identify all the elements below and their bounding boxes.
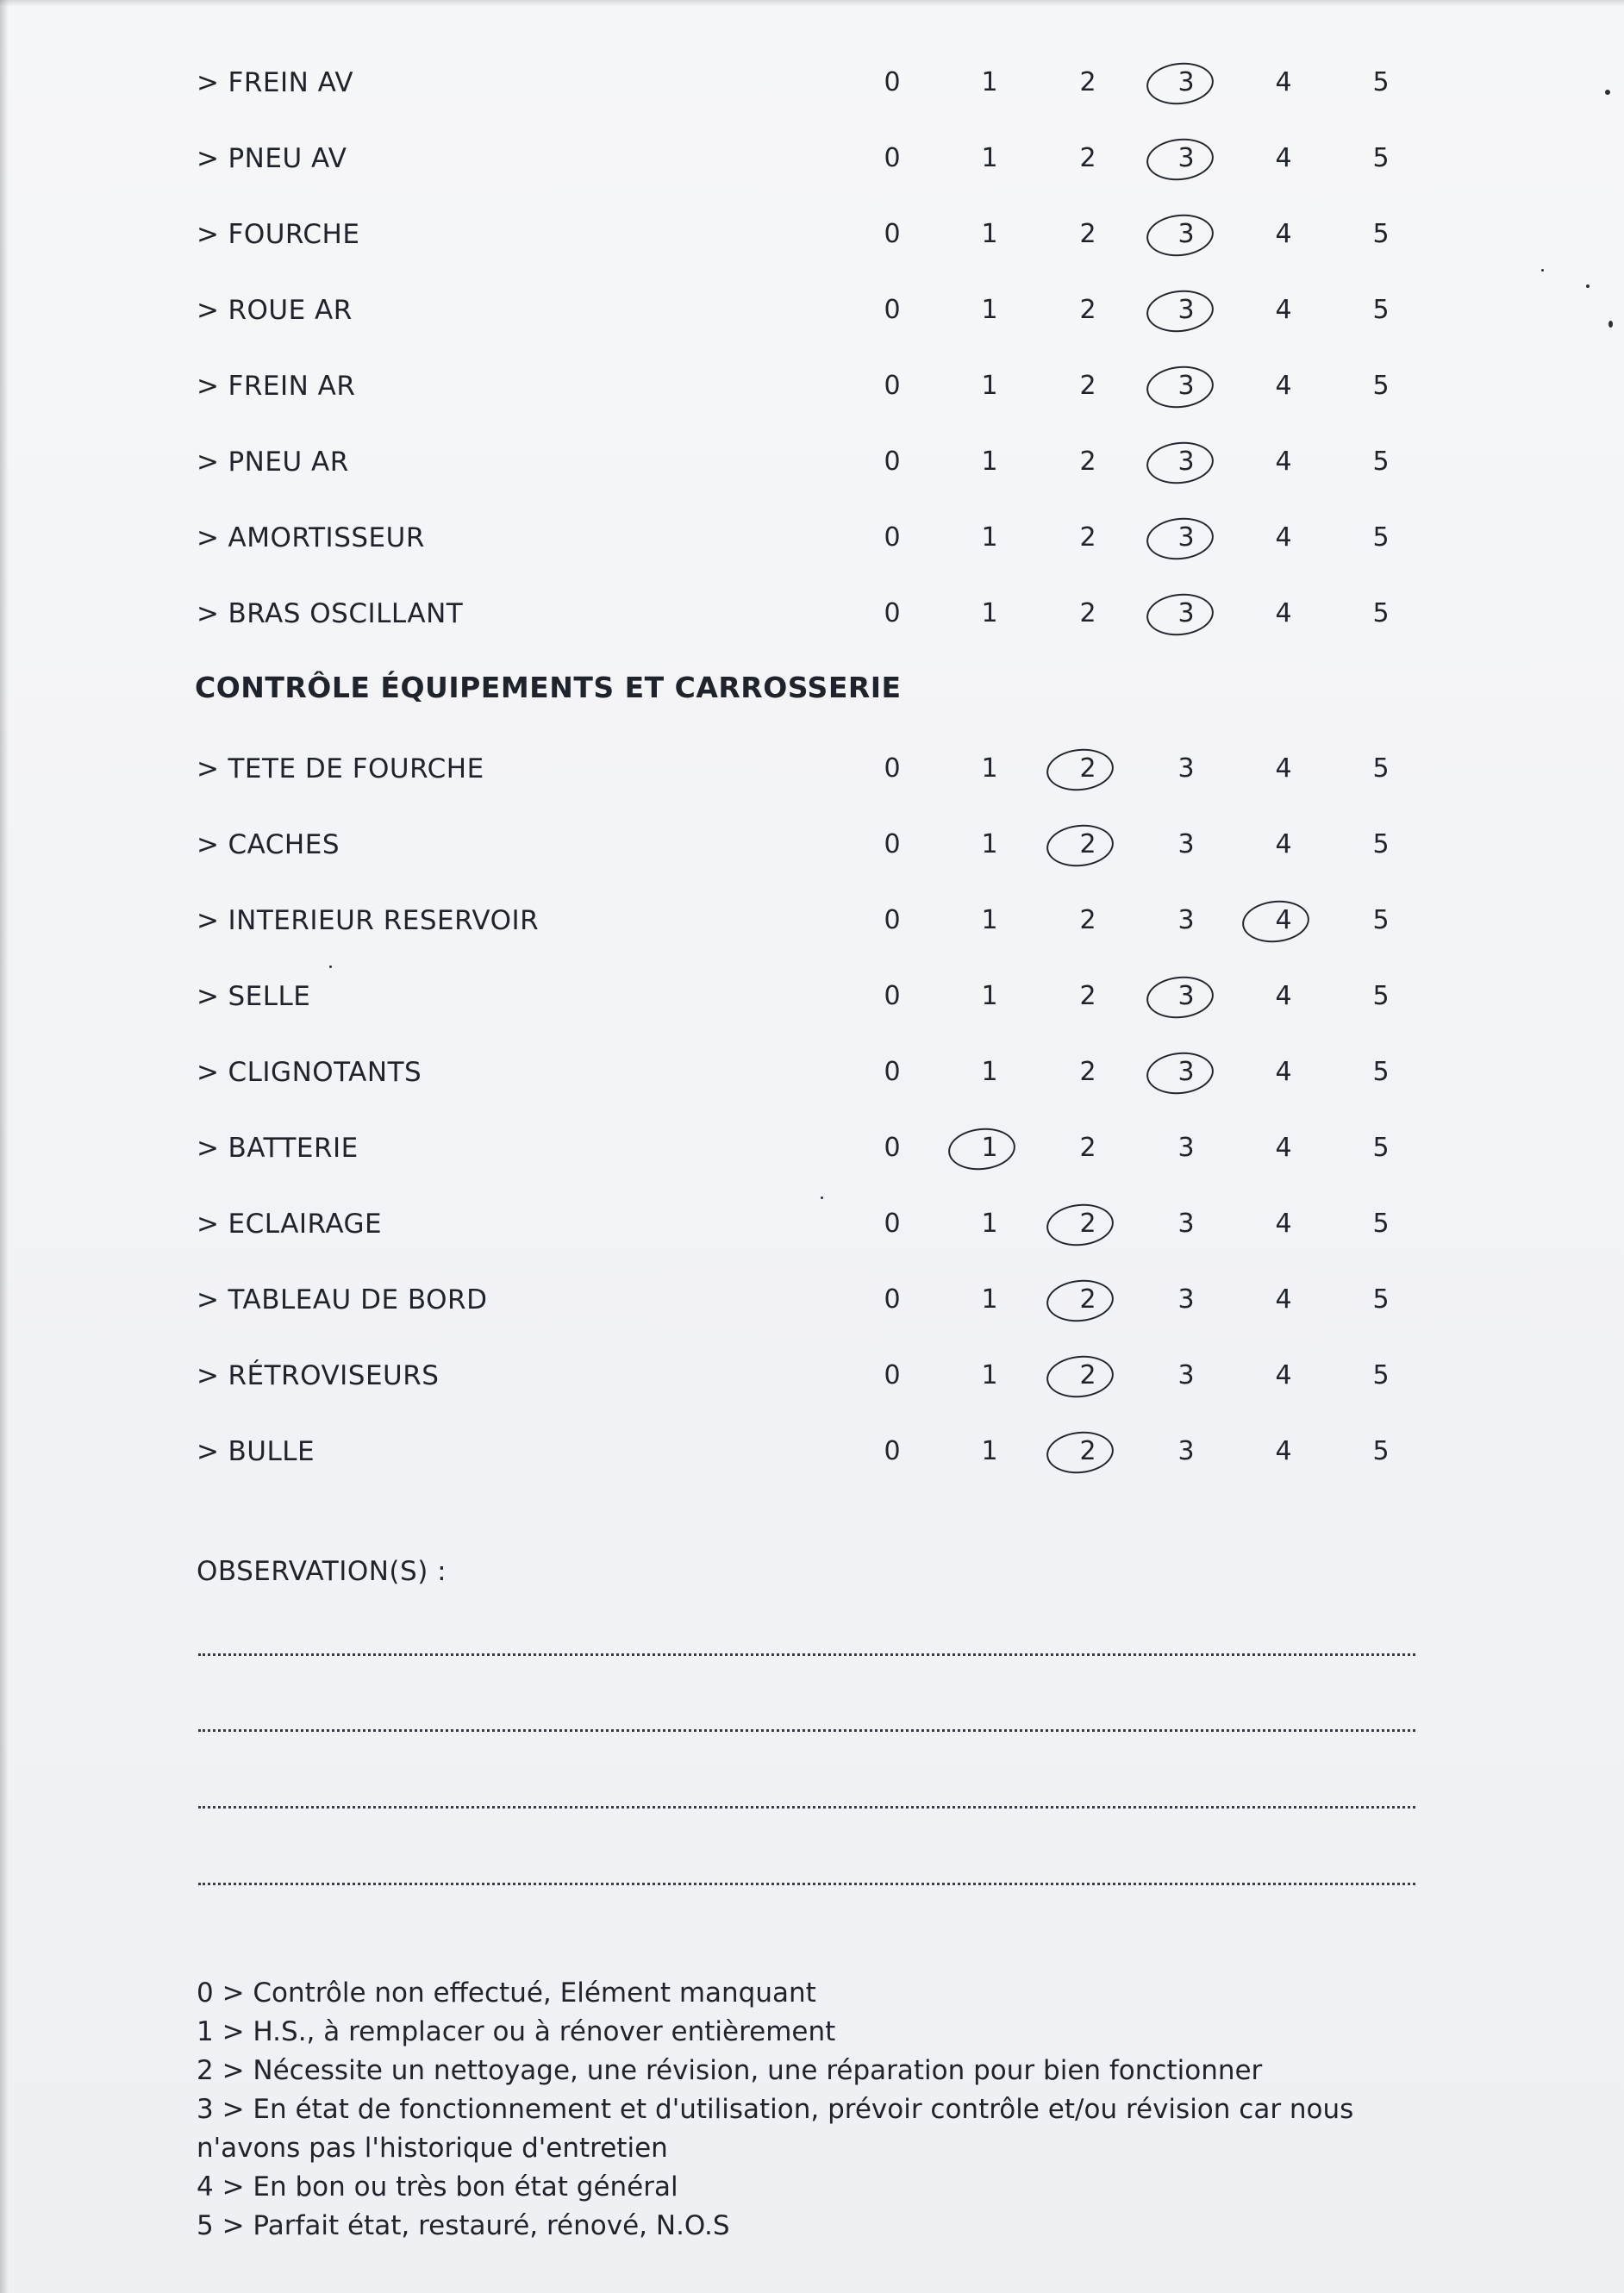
score-5[interactable]: 5 (1372, 1360, 1390, 1390)
score-3[interactable]: 3 (1177, 598, 1195, 628)
paper-speck (1608, 321, 1613, 328)
score-1[interactable]: 1 (981, 981, 998, 1011)
score-3[interactable]: 3 (1177, 1284, 1195, 1315)
score-1[interactable]: 1 (981, 1360, 998, 1390)
rating-row-bras-oscillant (0, 588, 1624, 640)
score-4[interactable]: 4 (1275, 753, 1292, 784)
score-2[interactable]: 2 (1079, 1057, 1096, 1087)
observation-line-3[interactable] (198, 1806, 1415, 1809)
row-label: > TABLEAU DE BORD (197, 1284, 488, 1315)
score-0[interactable]: 0 (884, 905, 901, 935)
score-3[interactable]: 3 (1177, 295, 1195, 325)
paper-speck (821, 1196, 823, 1199)
score-3[interactable]: 3 (1177, 219, 1195, 249)
score-0[interactable]: 0 (884, 1133, 901, 1163)
legend-item: n'avons pas l'historique d'entretien (197, 2133, 668, 2164)
score-5[interactable]: 5 (1372, 295, 1390, 325)
score-2[interactable]: 2 (1079, 829, 1096, 859)
score-3[interactable]: 3 (1177, 753, 1195, 784)
score-2[interactable]: 2 (1079, 1436, 1096, 1466)
score-1[interactable]: 1 (981, 598, 998, 628)
score-0[interactable]: 0 (884, 447, 901, 477)
score-2[interactable]: 2 (1079, 981, 1096, 1011)
row-label: > ECLAIRAGE (197, 1209, 383, 1240)
rating-row-fourche (0, 209, 1624, 260)
legend-item: 4 > En bon ou très bon état général (197, 2171, 678, 2202)
paper-speck (1541, 269, 1544, 272)
score-5[interactable]: 5 (1372, 1209, 1390, 1239)
score-0[interactable]: 0 (884, 522, 901, 553)
observation-line-1[interactable] (198, 1653, 1415, 1656)
score-0[interactable]: 0 (884, 295, 901, 325)
score-4[interactable]: 4 (1275, 905, 1292, 935)
score-0[interactable]: 0 (884, 981, 901, 1011)
score-5[interactable]: 5 (1372, 1436, 1390, 1466)
score-0[interactable]: 0 (884, 219, 901, 249)
legend-item: 1 > H.S., à remplacer ou à rénover entièrement (197, 2016, 836, 2047)
score-4[interactable]: 4 (1275, 1133, 1292, 1163)
row-label: > RÉTROVISEURS (197, 1360, 440, 1391)
row-label: > CLIGNOTANTS (197, 1057, 422, 1088)
score-4[interactable]: 4 (1275, 829, 1292, 859)
rating-row-eclairage (0, 1198, 1624, 1250)
row-label: > ROUE AR (197, 295, 353, 326)
row-label: > BULLE (197, 1436, 315, 1467)
score-3[interactable]: 3 (1177, 143, 1195, 173)
paper-speck (1586, 284, 1590, 288)
score-1[interactable]: 1 (981, 753, 998, 784)
score-4[interactable]: 4 (1275, 1360, 1292, 1390)
row-label: > PNEU AR (197, 447, 349, 478)
legend-item: 3 > En état de fonctionnement et d'utilisation, prévoir contrôle et/ou révision car nous (197, 2094, 1354, 2125)
rating-row-roue-ar (0, 284, 1624, 336)
score-0[interactable]: 0 (884, 753, 901, 784)
score-0[interactable]: 0 (884, 829, 901, 859)
paper-speck (1605, 90, 1610, 95)
paper-speck (329, 965, 332, 968)
row-label: > SELLE (197, 981, 311, 1012)
score-2[interactable]: 2 (1079, 295, 1096, 325)
score-0[interactable]: 0 (884, 143, 901, 173)
score-3[interactable]: 3 (1177, 829, 1195, 859)
score-5[interactable]: 5 (1372, 753, 1390, 784)
score-0[interactable]: 0 (884, 1209, 901, 1239)
score-5[interactable]: 5 (1372, 598, 1390, 628)
score-4[interactable]: 4 (1275, 981, 1292, 1011)
row-label: > FOURCHE (197, 219, 360, 250)
score-0[interactable]: 0 (884, 1057, 901, 1087)
score-1[interactable]: 1 (981, 905, 998, 935)
score-4[interactable]: 4 (1275, 67, 1292, 97)
score-4[interactable]: 4 (1275, 447, 1292, 477)
score-3[interactable]: 3 (1177, 1133, 1195, 1163)
rating-row-pneu-av (0, 133, 1624, 184)
score-3[interactable]: 3 (1177, 905, 1195, 935)
rating-row-clignotants (0, 1047, 1624, 1098)
score-1[interactable]: 1 (981, 1057, 998, 1087)
legend-item: 5 > Parfait état, restauré, rénové, N.O.S (197, 2210, 730, 2241)
score-1[interactable]: 1 (981, 1209, 998, 1239)
row-label: > FREIN AR (197, 371, 356, 402)
score-3[interactable]: 3 (1177, 1436, 1195, 1466)
score-2[interactable]: 2 (1079, 447, 1096, 477)
score-5[interactable]: 5 (1372, 522, 1390, 553)
observations-label: OBSERVATION(S) : (197, 1556, 447, 1587)
score-4[interactable]: 4 (1275, 1209, 1292, 1239)
score-1[interactable]: 1 (981, 522, 998, 553)
score-0[interactable]: 0 (884, 67, 901, 97)
rating-row-frein-ar (0, 360, 1624, 412)
score-2[interactable]: 2 (1079, 67, 1096, 97)
score-5[interactable]: 5 (1372, 829, 1390, 859)
score-5[interactable]: 5 (1372, 67, 1390, 97)
rating-row-bulle (0, 1426, 1624, 1478)
section-title: CONTRÔLE ÉQUIPEMENTS ET CARROSSERIE (195, 671, 902, 704)
score-2[interactable]: 2 (1079, 522, 1096, 553)
score-4[interactable]: 4 (1275, 295, 1292, 325)
score-3[interactable]: 3 (1177, 1057, 1195, 1087)
rating-row-caches (0, 819, 1624, 871)
score-3[interactable]: 3 (1177, 67, 1195, 97)
score-2[interactable]: 2 (1079, 905, 1096, 935)
rating-row-retroviseurs (0, 1350, 1624, 1402)
score-3[interactable]: 3 (1177, 447, 1195, 477)
score-4[interactable]: 4 (1275, 598, 1292, 628)
score-4[interactable]: 4 (1275, 1436, 1292, 1466)
score-2[interactable]: 2 (1079, 1133, 1096, 1163)
score-2[interactable]: 2 (1079, 143, 1096, 173)
rating-row-frein-av (0, 57, 1624, 109)
rating-row-batterie (0, 1122, 1624, 1174)
row-label: > INTERIEUR RESERVOIR (197, 905, 540, 936)
score-1[interactable]: 1 (981, 1436, 998, 1466)
row-label: > TETE DE FOURCHE (197, 753, 484, 784)
score-1[interactable]: 1 (981, 447, 998, 477)
legend-item: 0 > Contrôle non effectué, Elément manquant (197, 1977, 816, 2009)
score-1[interactable]: 1 (981, 67, 998, 97)
rating-row-pneu-ar (0, 436, 1624, 488)
score-3[interactable]: 3 (1177, 522, 1195, 553)
score-4[interactable]: 4 (1275, 219, 1292, 249)
score-3[interactable]: 3 (1177, 981, 1195, 1011)
score-2[interactable]: 2 (1079, 1209, 1096, 1239)
score-5[interactable]: 5 (1372, 905, 1390, 935)
score-2[interactable]: 2 (1079, 371, 1096, 401)
rating-row-interieur-reservoir (0, 895, 1624, 947)
rating-row-selle (0, 971, 1624, 1022)
row-label: > PNEU AV (197, 143, 347, 174)
rating-row-tete-de-fourche (0, 743, 1624, 795)
score-0[interactable]: 0 (884, 371, 901, 401)
score-3[interactable]: 3 (1177, 1360, 1195, 1390)
score-1[interactable]: 1 (981, 829, 998, 859)
score-2[interactable]: 2 (1079, 598, 1096, 628)
score-5[interactable]: 5 (1372, 447, 1390, 477)
score-5[interactable]: 5 (1372, 219, 1390, 249)
score-0[interactable]: 0 (884, 1360, 901, 1390)
score-2[interactable]: 2 (1079, 1360, 1096, 1390)
score-3[interactable]: 3 (1177, 371, 1195, 401)
score-4[interactable]: 4 (1275, 522, 1292, 553)
score-4[interactable]: 4 (1275, 1284, 1292, 1315)
score-1[interactable]: 1 (981, 219, 998, 249)
row-label: > AMORTISSEUR (197, 522, 425, 553)
row-label: > CACHES (197, 829, 340, 860)
score-5[interactable]: 5 (1372, 1057, 1390, 1087)
score-2[interactable]: 2 (1079, 219, 1096, 249)
paper-top-shadow (0, 0, 1624, 7)
row-label: > BATTERIE (197, 1133, 359, 1164)
score-5[interactable]: 5 (1372, 1133, 1390, 1163)
score-5[interactable]: 5 (1372, 981, 1390, 1011)
rating-legend (197, 1974, 1421, 2246)
rating-row-tableau-de-bord (0, 1274, 1624, 1326)
legend-item: 2 > Nécessite un nettoyage, une révision, une réparation pour bien fonctionner (197, 2055, 1263, 2086)
score-1[interactable]: 1 (981, 1133, 998, 1163)
row-label: > FREIN AV (197, 67, 354, 98)
observation-line-2[interactable] (198, 1729, 1415, 1732)
score-0[interactable]: 0 (884, 1436, 901, 1466)
score-1[interactable]: 1 (981, 295, 998, 325)
score-2[interactable]: 2 (1079, 1284, 1096, 1315)
score-1[interactable]: 1 (981, 1284, 998, 1315)
score-0[interactable]: 0 (884, 1284, 901, 1315)
score-5[interactable]: 5 (1372, 1284, 1390, 1315)
score-5[interactable]: 5 (1372, 371, 1390, 401)
score-5[interactable]: 5 (1372, 143, 1390, 173)
score-1[interactable]: 1 (981, 143, 998, 173)
observation-line-4[interactable] (198, 1883, 1415, 1885)
row-label: > BRAS OSCILLANT (197, 598, 464, 629)
score-1[interactable]: 1 (981, 371, 998, 401)
score-3[interactable]: 3 (1177, 1209, 1195, 1239)
score-4[interactable]: 4 (1275, 1057, 1292, 1087)
score-4[interactable]: 4 (1275, 143, 1292, 173)
score-4[interactable]: 4 (1275, 371, 1292, 401)
rating-row-amortisseur (0, 512, 1624, 564)
score-2[interactable]: 2 (1079, 753, 1096, 784)
score-0[interactable]: 0 (884, 598, 901, 628)
